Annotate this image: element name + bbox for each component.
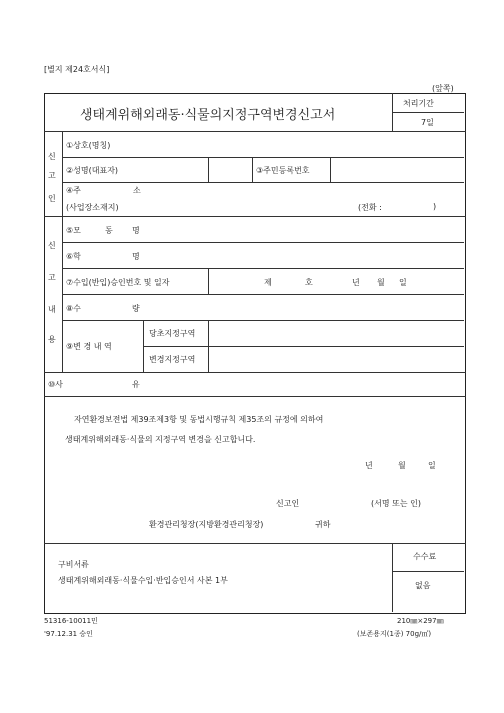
section-content-char: 신: [48, 241, 56, 250]
approval-fill: 일: [399, 278, 407, 287]
rule-content-bottom: [44, 372, 466, 373]
phone-label: (전화 :: [358, 203, 382, 212]
section-content-char: 고: [48, 273, 56, 282]
business-name-label: ①상호(명칭): [66, 141, 111, 150]
declaration-line-1: 자연환경보전법 제39조제3항 및 동법시행규칙 제35조의 규정에 의하여: [74, 415, 324, 424]
species-label: ⑤모: [66, 226, 81, 235]
address-label-end: 소: [133, 186, 141, 195]
footer-approval: '97.12.31 승인: [44, 630, 93, 638]
rule-v-approval: [208, 268, 209, 294]
declaration-line-2: 생태계위해외래동·식물의 지정구역 변경을 신고합니다.: [65, 435, 256, 444]
approval-fill: 월: [377, 278, 385, 287]
rule-v-area: [208, 320, 209, 372]
address-label: ④주: [66, 186, 81, 195]
fee-value: 없음: [415, 581, 431, 590]
rule-reason-bottom: [44, 396, 466, 397]
quantity-label: ⑧수: [66, 304, 81, 313]
rule-v-name: [208, 157, 209, 182]
species-label-mid: 동: [105, 226, 113, 235]
rule-v-fee: [392, 543, 393, 612]
processing-label: 처리기간: [403, 99, 434, 108]
rule-processing: [392, 112, 464, 113]
form-number: [별지 제24호서식]: [44, 65, 110, 74]
approval-fill: 호: [305, 278, 313, 287]
addressee: 환경관리청장(지방환경관리청장): [149, 520, 264, 529]
rule-v-regno: [330, 157, 331, 182]
rule-title-bottom: [44, 131, 466, 132]
footer-code: 51316-10011민: [44, 617, 98, 625]
footer-paper: (보존용지(1종) 70g/㎡): [357, 630, 432, 638]
fee-label: 수수료: [413, 552, 437, 561]
rule-content-1: [62, 242, 464, 243]
rule-v-regno-label: [252, 157, 253, 182]
rule-fee: [392, 571, 464, 572]
section-content-char: 용: [48, 335, 56, 344]
approval-fill: 제: [264, 278, 272, 287]
rule-v-title: [392, 93, 393, 131]
section-applicant-char: 인: [48, 194, 56, 203]
rule-v-section: [62, 131, 63, 372]
rule-content-2: [62, 268, 464, 269]
section-applicant-char: 신: [48, 152, 56, 161]
section-content-char: 내: [48, 305, 56, 314]
phone-label-close: ): [433, 202, 437, 211]
documents-item: 생태계위해외래동·식물수입·반입승인서 사본 1부: [58, 576, 228, 585]
declaration-date-year: 년: [365, 461, 373, 470]
species-label-end: 명: [132, 226, 140, 235]
rule-content-5: [143, 346, 464, 347]
page-side-label: (앞쪽): [432, 84, 454, 93]
original-area-label: 당초지정구역: [149, 329, 196, 338]
rule-content-3: [62, 294, 464, 295]
form-title: 생태계위해외래동·식물의지정구역변경신고서: [80, 108, 336, 123]
addressee-suffix: 귀하: [315, 520, 331, 529]
rule-content-4: [62, 320, 464, 321]
scientific-label-end: 명: [132, 252, 140, 261]
changed-area-label: 변경지정구역: [149, 355, 196, 364]
declaration-date-day: 일: [428, 461, 436, 470]
rule-applicant-2: [62, 182, 464, 183]
rule-applicant-bottom: [44, 216, 466, 217]
processing-value: 7일: [421, 118, 434, 127]
name-label: ②성명(대표자): [66, 166, 119, 175]
documents-label: 구비서류: [58, 560, 89, 569]
rule-applicant-1: [62, 157, 464, 158]
changes-label: ⑨변 경 내 역: [66, 342, 112, 351]
import-approval-label: ⑦수입(반입)승인번호 및 일자: [66, 278, 170, 287]
scientific-label: ⑥학: [66, 252, 81, 261]
signer-label: 신고인: [276, 499, 300, 508]
section-applicant-char: 고: [48, 171, 56, 180]
rule-declaration-bottom: [44, 543, 466, 544]
quantity-label-end: 량: [132, 304, 140, 313]
declaration-date-month: 월: [398, 461, 406, 470]
sign-note: (서명 또는 인): [371, 499, 421, 508]
footer-size: 210㎜×297㎜: [397, 617, 444, 625]
address-sub-label: (사업장소재지): [66, 203, 119, 212]
reason-label: ⑩사: [48, 380, 63, 389]
approval-fill: 년: [352, 278, 360, 287]
resident-number-label: ③주민등록번호: [256, 166, 310, 175]
rule-v-changes: [143, 320, 144, 372]
reason-label-end: 유: [132, 380, 140, 389]
